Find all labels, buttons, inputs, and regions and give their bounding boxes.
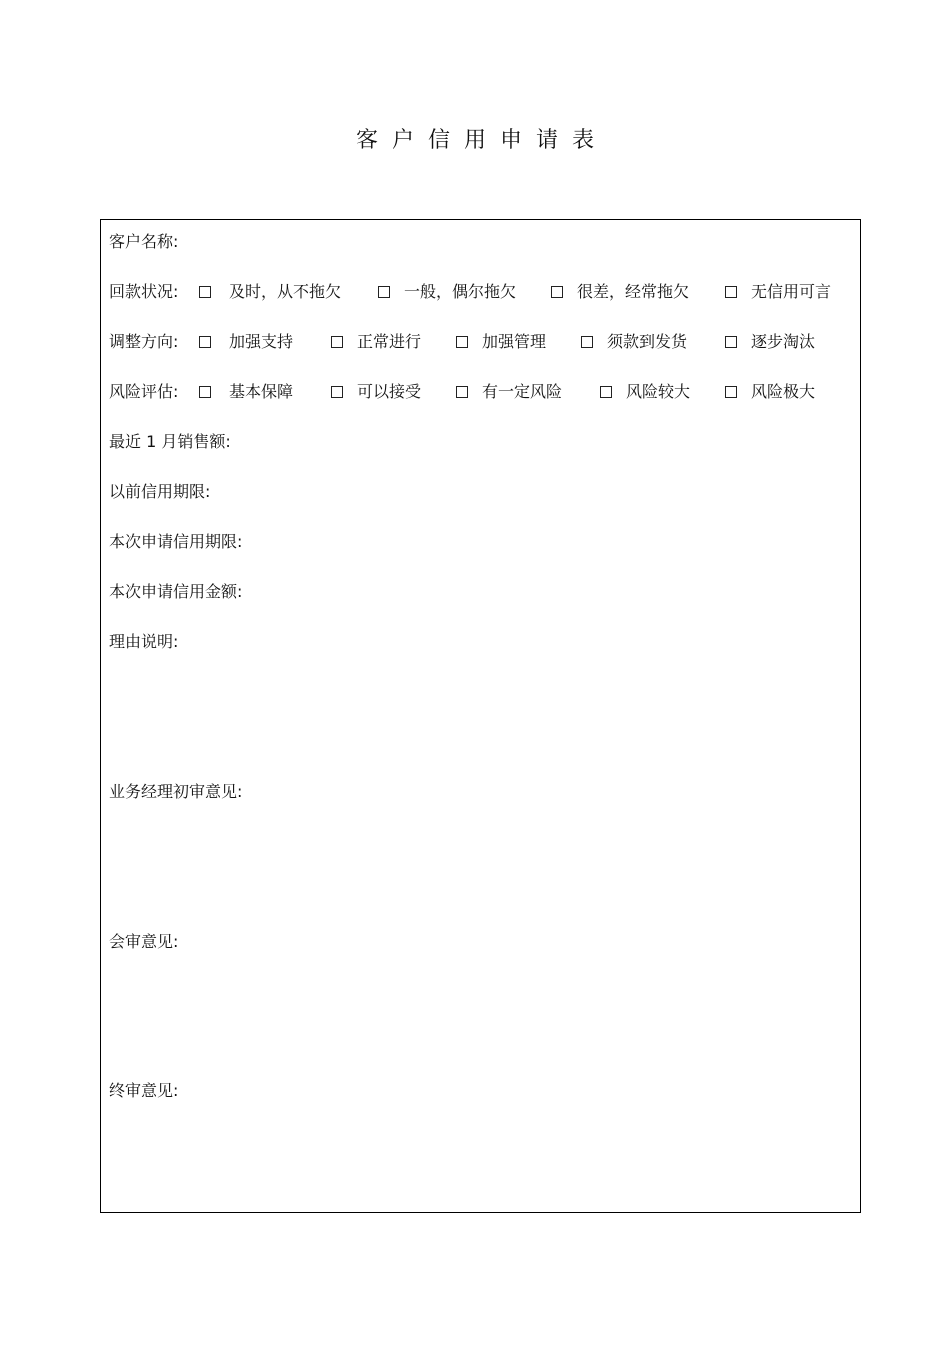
option-label: 及时，从不拖欠 — [229, 282, 342, 301]
risk-option-high-risk[interactable] — [600, 382, 690, 402]
risk-option-acceptable[interactable] — [331, 382, 421, 402]
adjustment-option-cash-on-delivery[interactable] — [581, 332, 687, 352]
risk-label: 风险评估: — [109, 382, 179, 401]
previous-credit-term-field[interactable]: 以前信用期限: — [109, 482, 211, 501]
checkbox-icon[interactable] — [600, 386, 612, 398]
option-label: 风险极大 — [751, 382, 816, 401]
adjustment-option-normal[interactable] — [331, 332, 421, 352]
checkbox-icon[interactable] — [456, 336, 468, 348]
option-label: 风险较大 — [626, 382, 691, 401]
option-label: 逐步淘汰 — [751, 332, 816, 351]
checkbox-icon[interactable] — [551, 286, 563, 298]
option-label: 无信用可言 — [751, 282, 832, 301]
checkbox-icon[interactable] — [199, 286, 211, 298]
checkbox-icon[interactable] — [378, 286, 390, 298]
credit-application-form — [100, 219, 861, 1213]
adjustment-option-phase-out[interactable] — [725, 332, 815, 352]
option-label: 须款到发货 — [607, 332, 688, 351]
adjustment-label: 调整方向: — [109, 332, 179, 351]
risk-option-extreme-risk[interactable] — [725, 382, 815, 402]
option-label: 有一定风险 — [482, 382, 563, 401]
recent-sales-field[interactable]: 最近 1 月销售额: — [109, 432, 231, 451]
checkbox-icon[interactable] — [581, 336, 593, 348]
option-label: 加强支持 — [229, 332, 294, 351]
option-label: 一般，偶尔拖欠 — [404, 282, 517, 301]
risk-option-basic-guarantee[interactable] — [199, 382, 293, 402]
checkbox-icon[interactable] — [199, 336, 211, 348]
payment-option-no-credit[interactable] — [725, 282, 831, 302]
option-label: 基本保障 — [229, 382, 294, 401]
page-title: 客户信用申请表 — [355, 128, 608, 153]
option-label: 正常进行 — [357, 332, 422, 351]
customer-name-field[interactable]: 客户名称: — [109, 232, 179, 251]
payment-status-label: 回款状况: — [109, 282, 179, 301]
manager-opinion-field[interactable]: 业务经理初审意见: — [109, 782, 243, 801]
checkbox-icon[interactable] — [331, 386, 343, 398]
adjustment-option-strengthen-support[interactable] — [199, 332, 293, 352]
adjustment-option-strengthen-management[interactable] — [456, 332, 546, 352]
current-credit-amount-field[interactable]: 本次申请信用金额: — [109, 582, 243, 601]
reason-field[interactable]: 理由说明: — [109, 632, 179, 651]
option-label: 很差，经常拖欠 — [577, 282, 690, 301]
checkbox-icon[interactable] — [725, 286, 737, 298]
current-credit-term-field[interactable]: 本次申请信用期限: — [109, 532, 243, 551]
checkbox-icon[interactable] — [199, 386, 211, 398]
payment-option-on-time[interactable] — [199, 282, 341, 302]
checkbox-icon[interactable] — [331, 336, 343, 348]
risk-option-some-risk[interactable] — [456, 382, 562, 402]
payment-option-average[interactable] — [378, 282, 516, 302]
final-review-field[interactable]: 终审意见: — [109, 1081, 179, 1100]
checkbox-icon[interactable] — [725, 336, 737, 348]
option-label: 加强管理 — [482, 332, 547, 351]
checkbox-icon[interactable] — [456, 386, 468, 398]
checkbox-icon[interactable] — [725, 386, 737, 398]
joint-review-field[interactable]: 会审意见: — [109, 932, 179, 951]
option-label: 可以接受 — [357, 382, 422, 401]
payment-option-poor[interactable] — [551, 282, 689, 302]
